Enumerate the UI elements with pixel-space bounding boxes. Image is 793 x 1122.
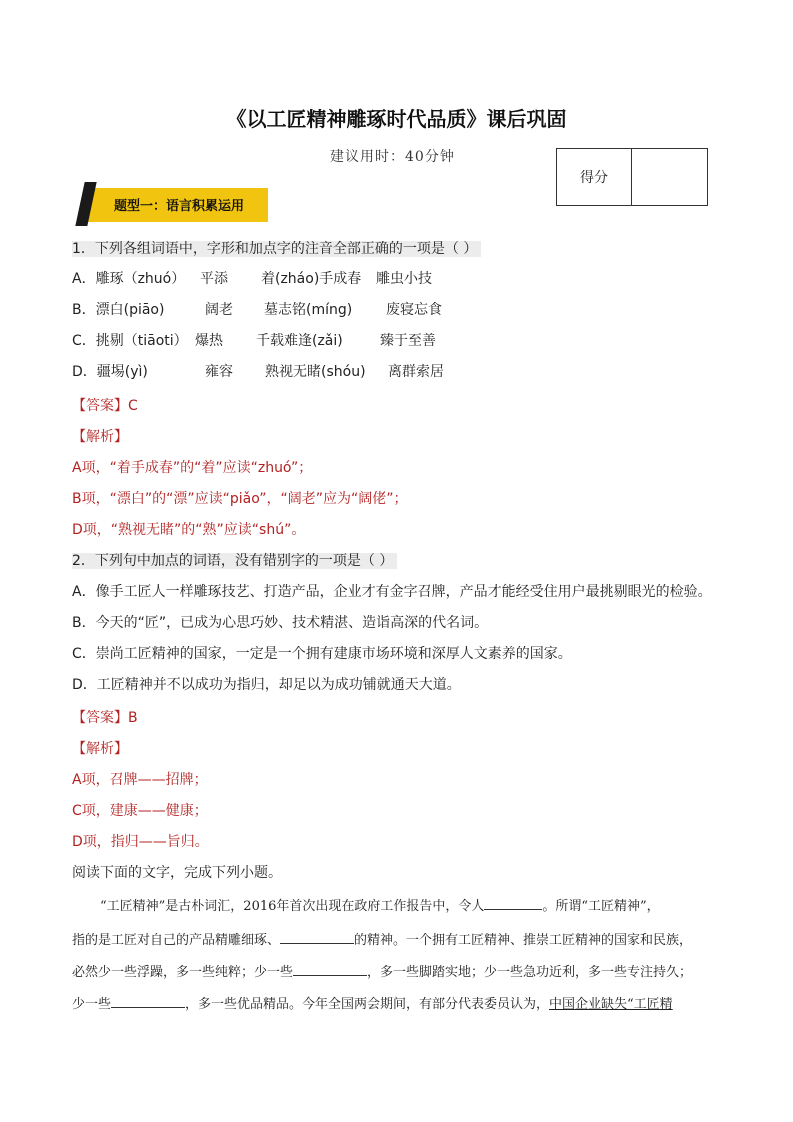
q2-option-d: D．工匠精神并不以成功为指归，却足以为成功铺就通天大道。 [72,677,461,693]
q2-analysis-a: A项，召牌——招牌； [72,772,208,788]
score-value-cell[interactable] [632,149,707,205]
q2-option-b: B．今天的“匠”，已成为心思巧妙、技术精湛、造诣高深的代名词。 [72,615,489,631]
blank-1[interactable] [484,909,542,910]
question-2-stem: 2．下列句中加点的词语，没有错别字的一项是（ ） [72,550,397,570]
q1-option-d: D．疆埸(yì) 雍容 熟视无睹(shóu) 离群索居 [72,364,444,380]
q1-analysis-d: D项，“熟视无睹”的“熟”应读“shú”。 [72,522,306,538]
q2-analysis-c: C项，建康——健康； [72,803,208,819]
score-box [556,148,708,206]
q1-option-b: B．漂白(piāo) 阔老 墓志铭(míng) 废寝忘食 [72,302,442,318]
score-label: 得分 [557,149,632,205]
blank-4[interactable] [111,1007,185,1008]
q2-option-c: C．崇尚工匠精神的国家，一定是一个拥有建康市场环境和深厚人文素养的国家。 [72,646,572,662]
suggested-time: 建议用时：40分钟 [330,149,455,165]
q1-analysis-label: 【解析】 [72,429,128,445]
passage-line-2: 指的是工匠对自己的产品精雕细琢、 的精神。一个拥有工匠精神、推崇工匠精神的国家和民族， [72,933,693,948]
section-banner-title: 题型一：语言积累运用 [114,199,245,214]
q1-analysis-a: A项，“着手成春”的“着”应读“zhuó”； [72,460,313,476]
reading-intro: 阅读下面的文字，完成下列小题。 [72,865,282,881]
q2-option-a: A．像手工匠人一样雕琢技艺、打造产品，企业才有金字召牌，产品才能经受住用户最挑剔眼光的检验。 [72,584,712,600]
passage-line-3: 必然少一些浮躁，多一些纯粹；少一些 ，多一些脚踏实地；少一些急功近利，多一些专注持久； [72,965,693,980]
question-1-stem: 1．下列各组词语中，字形和加点字的注音全部正确的一项是（ ） [72,238,481,258]
passage-line-4: 少一些 ，多一些优品精品。今年全国两会期间，有部分代表委员认为，中国企业缺失“工匠精 [72,997,673,1012]
q1-option-c: C．挑剔（tiāoti） 爆热 千载难逢(zǎi) 臻于至善 [72,333,436,349]
q2-analysis-d: D项，指归——旨归。 [72,834,209,850]
q1-analysis-b: B项，“漂白”的“漂”应读“piǎo”，“阔老”应为“阔佬”； [72,491,408,507]
page-title: 《以工匠精神雕琢时代品质》课后巩固 [226,107,567,131]
passage-line-1: “工匠精神”是古朴词汇，2016年首次出现在政府工作报告中，令人 。所谓“工匠精神”， [100,899,660,914]
q2-analysis-label: 【解析】 [72,741,128,757]
blank-2[interactable] [280,943,354,944]
q1-answer: 【答案】C [72,398,138,414]
underlined-sentence: 中国企业缺失“工匠精 [549,997,673,1012]
blank-3[interactable] [293,975,367,976]
q1-option-a: A．雕琢（zhuó） 平添 着(zháo)手成春 雕虫小技 [72,271,432,287]
q2-answer: 【答案】B [72,710,138,726]
section-banner [80,182,268,226]
